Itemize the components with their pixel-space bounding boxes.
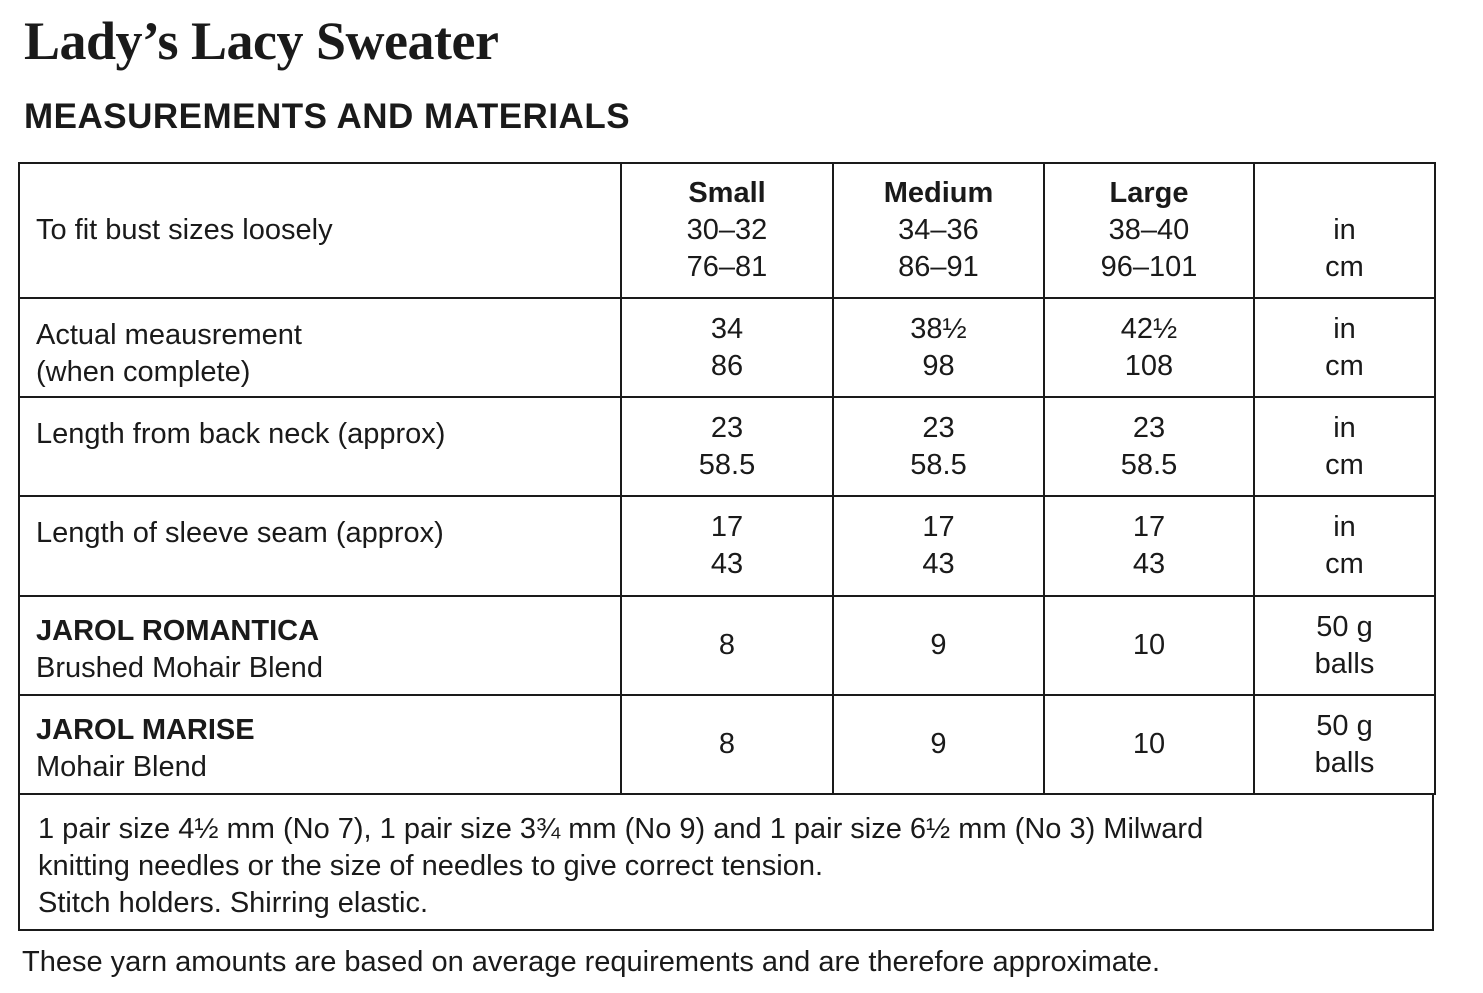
value-cell-large bbox=[1044, 298, 1254, 397]
value-in: 23 bbox=[710, 411, 744, 444]
value-cell-small bbox=[621, 496, 833, 596]
unit-cm: cm bbox=[1325, 448, 1364, 481]
yarn-qty-small: 8 bbox=[621, 596, 833, 695]
size-column-medium bbox=[833, 163, 1044, 298]
table-row-yarn-marise bbox=[19, 695, 1435, 794]
row-label bbox=[19, 163, 621, 298]
unit-cm: cm bbox=[1325, 250, 1364, 283]
materials-notes bbox=[18, 793, 1434, 931]
row-label-line: Length from back neck (approx) bbox=[36, 418, 446, 450]
yarn-qty-large: 10 bbox=[1044, 695, 1254, 794]
value-in: 23 bbox=[922, 411, 955, 444]
unit-cell bbox=[1254, 298, 1435, 397]
page-title: Lady’s Lacy Sweater bbox=[24, 11, 499, 71]
size-column-large bbox=[1044, 163, 1254, 298]
value-cm: 86 bbox=[710, 349, 744, 382]
unit-cm: cm bbox=[1325, 548, 1364, 580]
size-column-small bbox=[621, 163, 833, 298]
value-in: 17 bbox=[922, 511, 955, 543]
value-in: 38½ bbox=[910, 312, 967, 345]
value-cell-medium bbox=[833, 298, 1044, 397]
yarn-label bbox=[19, 596, 621, 695]
value-cell-medium bbox=[833, 496, 1044, 596]
unit-balls: balls bbox=[1314, 746, 1375, 779]
row-label bbox=[19, 298, 621, 397]
unit-ball-weight: 50 g bbox=[1316, 610, 1373, 643]
row-label-line: Actual meausrement bbox=[36, 319, 302, 351]
value-cell-large bbox=[1044, 496, 1254, 596]
size-cm-value: 96–101 bbox=[1100, 251, 1198, 283]
yarn-qty-large: 10 bbox=[1044, 596, 1254, 695]
value-cm: 43 bbox=[922, 548, 955, 580]
table-row-yarn-romantica bbox=[19, 596, 1435, 695]
value-in: 17 bbox=[710, 511, 744, 543]
table-row-length-back-neck bbox=[19, 397, 1435, 496]
size-in-value: 30–32 bbox=[686, 214, 768, 246]
size-heading-large: Large bbox=[1109, 177, 1189, 209]
yarn-description: Brushed Mohair Blend bbox=[36, 652, 323, 684]
unit-cell bbox=[1254, 397, 1435, 496]
unit-cell bbox=[1254, 496, 1435, 596]
row-label bbox=[19, 496, 621, 596]
value-cell-small bbox=[621, 298, 833, 397]
value-in: 42½ bbox=[1120, 312, 1178, 345]
yarn-qty-medium: 9 bbox=[833, 596, 1044, 695]
value-cm: 108 bbox=[1124, 349, 1174, 382]
row-label-line: (when complete) bbox=[36, 356, 251, 388]
unit-cell bbox=[1254, 695, 1435, 794]
unit-in: in bbox=[1333, 411, 1356, 444]
value-cell-large bbox=[1044, 397, 1254, 496]
page-subtitle: MEASUREMENTS AND MATERIALS bbox=[24, 97, 631, 136]
unit-ball-weight: 50 g bbox=[1316, 709, 1373, 742]
unit-cell bbox=[1254, 163, 1435, 298]
yarn-qty-medium: 9 bbox=[833, 695, 1044, 794]
value-cm: 43 bbox=[710, 548, 744, 580]
value-cm: 58.5 bbox=[698, 448, 756, 481]
value-cm: 58.5 bbox=[1120, 448, 1178, 481]
value-in: 34 bbox=[710, 312, 744, 345]
value-cm: 58.5 bbox=[910, 448, 967, 481]
unit-cell bbox=[1254, 596, 1435, 695]
size-cm-value: 86–91 bbox=[898, 251, 979, 283]
unit-in: in bbox=[1333, 511, 1356, 543]
size-in-value: 34–36 bbox=[898, 214, 979, 246]
yarn-description: Mohair Blend bbox=[36, 751, 207, 783]
value-cm: 43 bbox=[1132, 548, 1166, 580]
value-cm: 98 bbox=[922, 349, 955, 382]
row-label bbox=[19, 397, 621, 496]
notes-line: knitting needles or the size of needles to give correct tension. bbox=[38, 850, 824, 882]
table-row-actual-measurement bbox=[19, 298, 1435, 397]
table-row-sleeve-seam bbox=[19, 496, 1435, 596]
yarn-label bbox=[19, 695, 621, 794]
value-cell-medium bbox=[833, 397, 1044, 496]
value-in: 17 bbox=[1132, 511, 1166, 543]
value-in: 23 bbox=[1132, 411, 1166, 444]
unit-in: in bbox=[1333, 213, 1356, 246]
row-label-line: Length of sleeve seam (approx) bbox=[36, 517, 444, 549]
size-heading-small: Small bbox=[688, 177, 766, 209]
measurements-table bbox=[18, 162, 1436, 795]
notes-line: 1 pair size 4½ mm (No 7), 1 pair size 3¾ mm (No 9) and 1 pair size 6½ mm (No 3) Milward bbox=[38, 813, 1204, 845]
table-row-bust-size bbox=[19, 163, 1435, 298]
yarn-qty-small: 8 bbox=[621, 695, 833, 794]
yarn-name: JAROL ROMANTICA bbox=[36, 615, 320, 647]
size-cm-value: 76–81 bbox=[686, 251, 768, 283]
yarn-name: JAROL MARISE bbox=[36, 714, 255, 746]
size-in-value: 38–40 bbox=[1108, 214, 1190, 246]
value-cell-small bbox=[621, 397, 833, 496]
unit-cm: cm bbox=[1325, 349, 1364, 382]
row-label-text: To fit bust sizes loosely bbox=[36, 214, 333, 246]
unit-in: in bbox=[1333, 312, 1356, 345]
footer-note: These yarn amounts are based on average requirements and are therefore approximate. bbox=[22, 946, 1161, 978]
unit-balls: balls bbox=[1314, 647, 1375, 680]
notes-line: Stitch holders. Shirring elastic. bbox=[38, 887, 429, 919]
size-heading-medium: Medium bbox=[883, 177, 994, 209]
